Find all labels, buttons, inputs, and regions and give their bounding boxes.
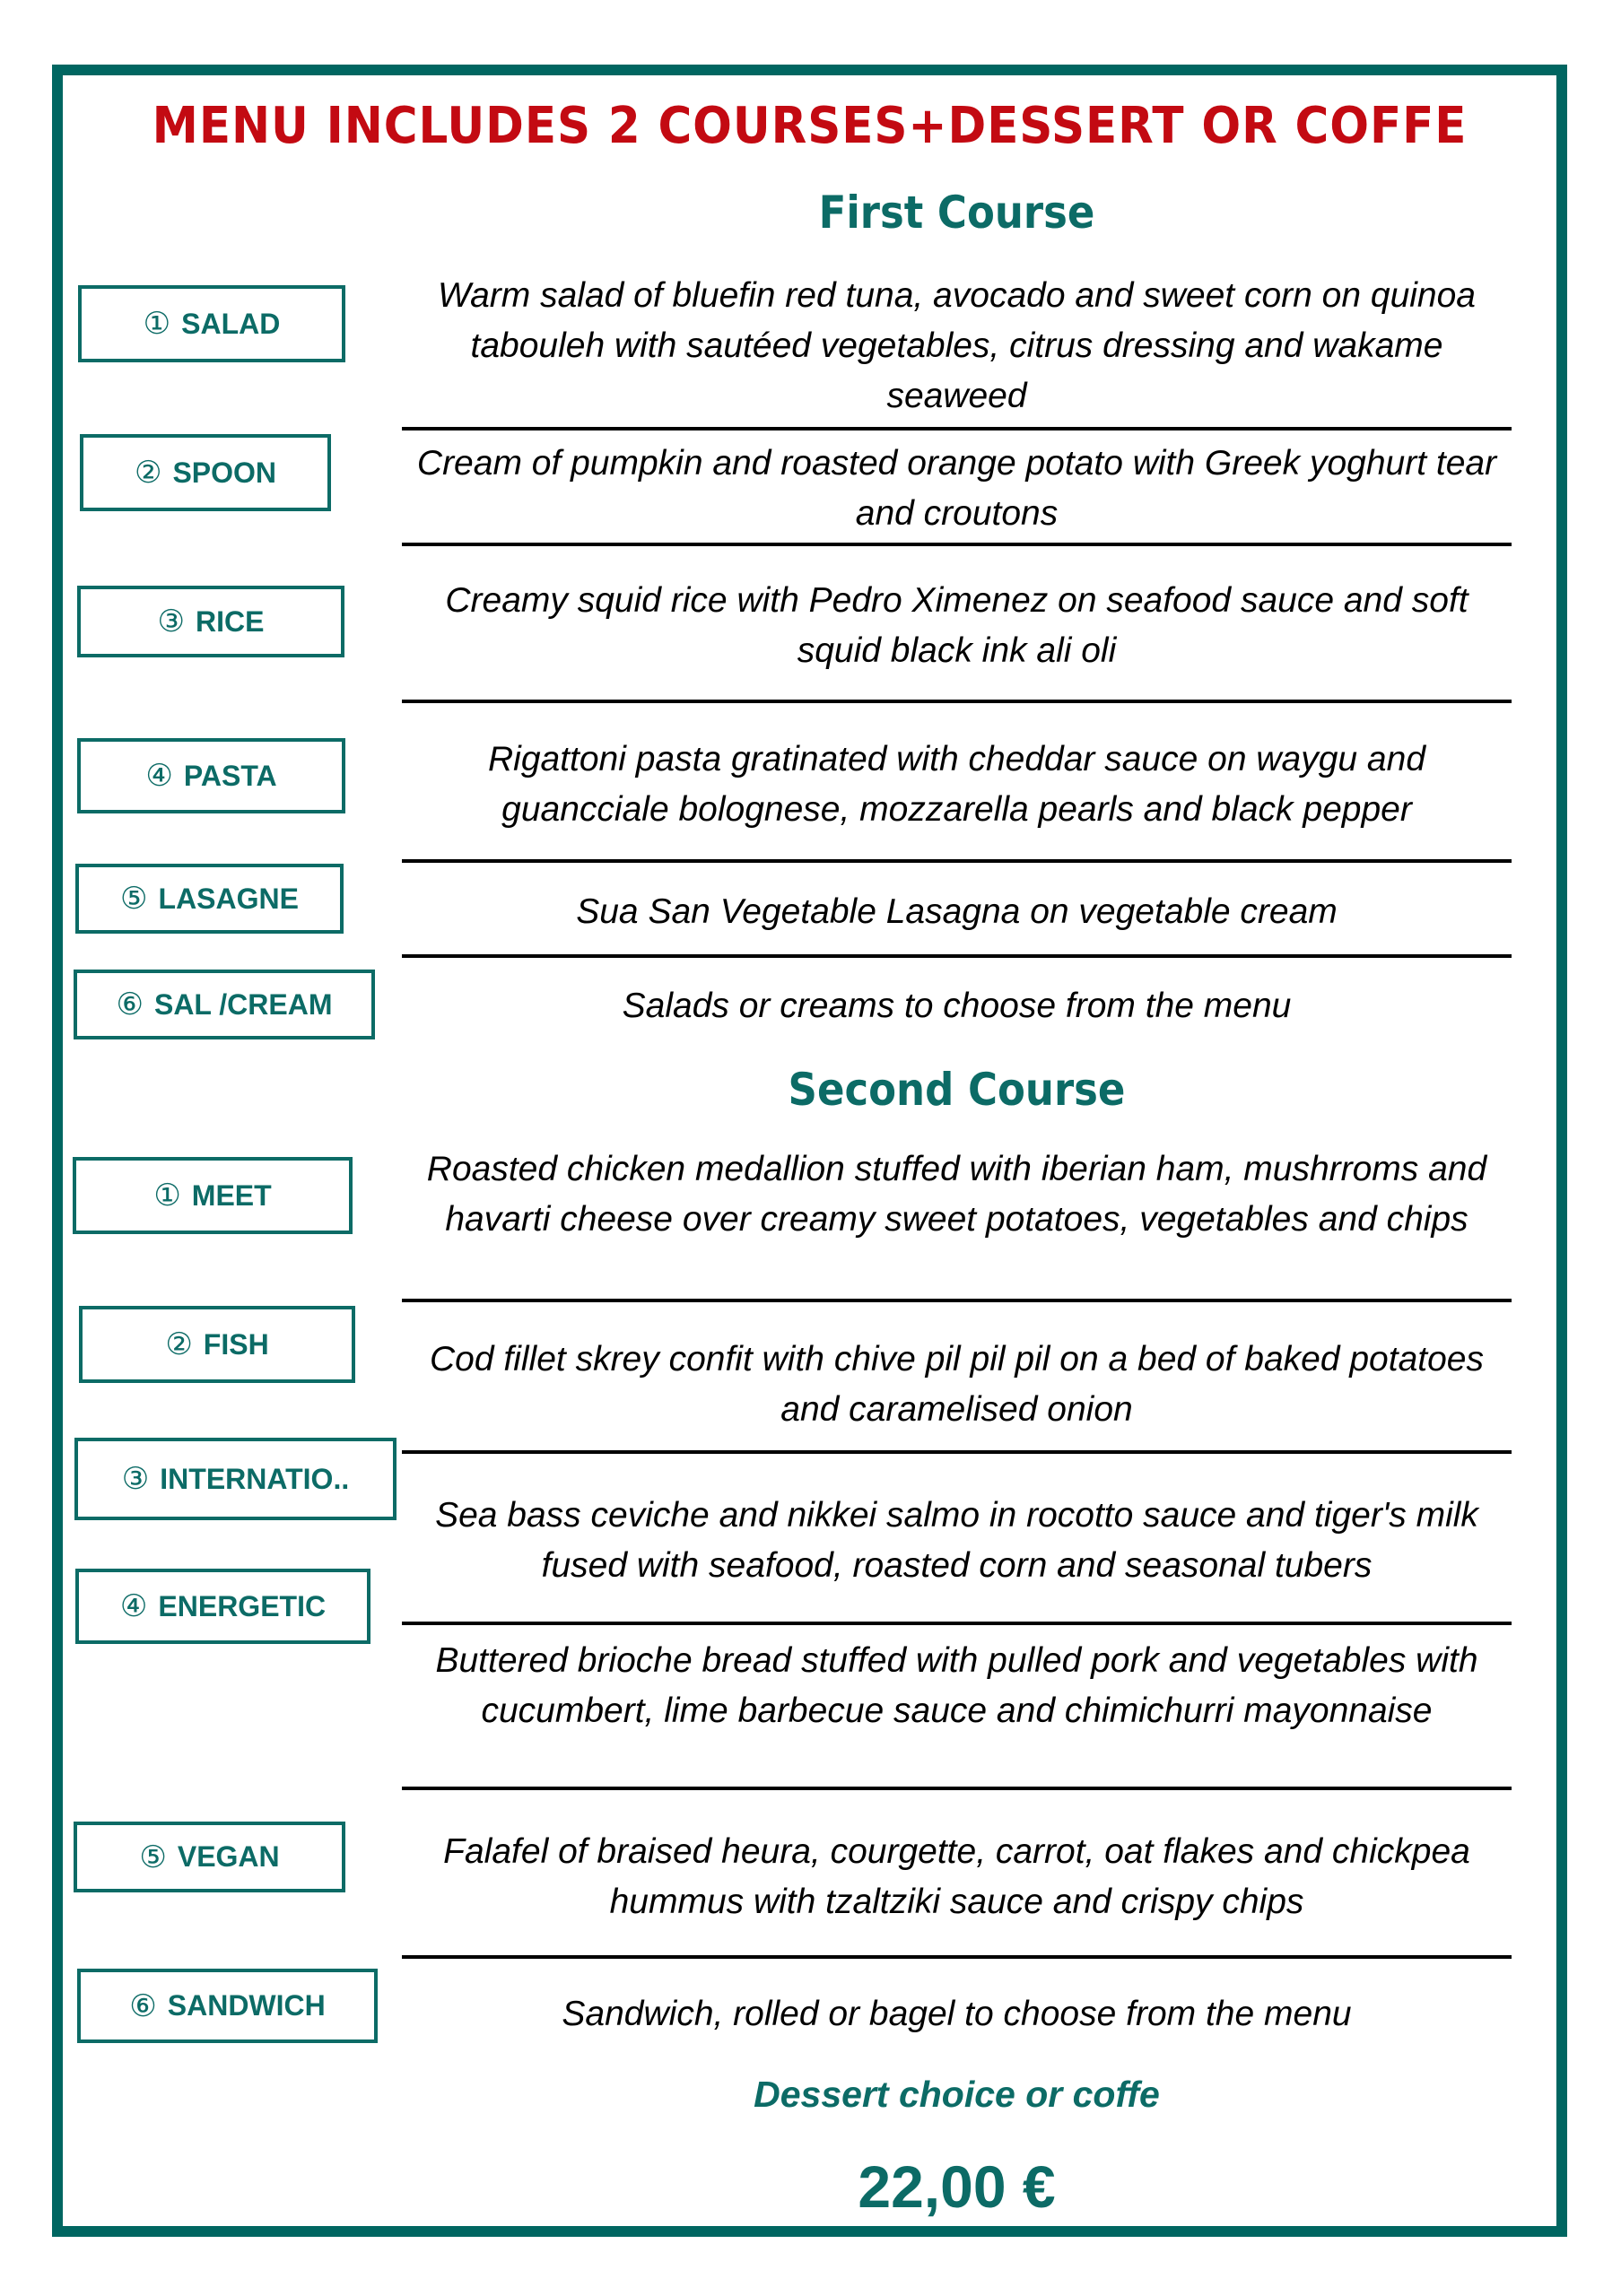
second-course-desc-international: Sea bass ceviche and nikkei salmo in rocotto sauce and tiger's milk fused with seafood, roasted corn and seasonal tubers: [435, 1496, 1478, 1585]
label-text: ENERGETIC: [158, 1589, 327, 1622]
first-course-label-pasta: [77, 738, 345, 813]
label-text: LASAGNE: [158, 882, 299, 915]
label-text: RICE: [196, 604, 265, 638]
number-1-icon: ①: [143, 307, 171, 341]
divider: [402, 1450, 1512, 1454]
divider: [402, 700, 1512, 703]
second-course-heading: Second Course: [788, 1064, 1126, 1116]
second-course-desc-energetic: Buttered brioche bread stuffed with pulled pork and vegetables with cucumbert, lime barbecue sauce and chimichurri mayonnaise: [435, 1641, 1478, 1730]
number-1-icon: ①: [153, 1178, 181, 1213]
label-text: SANDWICH: [167, 1989, 326, 2022]
label-text: PASTA: [183, 759, 277, 792]
second-course-desc-meet: Roasted chicken medallion stuffed with iberian ham, mushrroms and havarti cheese over creamy sweet potatoes, vegetables and chips: [426, 1150, 1487, 1239]
label-text: INTERNATIO..: [160, 1462, 350, 1495]
second-course-desc-vegan: Falafel of braised heura, courgette, carrot, oat flakes and chickpea hummus with tzaltziki sauce and crispy chips: [443, 1832, 1470, 1921]
label-text: SPOON: [172, 456, 277, 489]
second-course-desc-sandwich: Sandwich, rolled or bagel to choose from the menu: [562, 1995, 1352, 2033]
second-course-label-sandwich: [77, 1969, 378, 2043]
second-course-label-international: [74, 1438, 397, 1520]
first-course-label-spoon: [80, 434, 331, 511]
first-course-desc-spoon: Cream of pumpkin and roasted orange potato with Greek yoghurt tear and croutons: [416, 444, 1497, 533]
dessert-note: Dessert choice or coffe: [754, 2074, 1160, 2115]
number-2-icon: ②: [165, 1327, 193, 1361]
first-course-label-salad: [78, 285, 345, 362]
divider: [402, 859, 1512, 863]
first-course-desc-sal-cream: Salads or creams to choose from the menu: [622, 987, 1292, 1025]
number-4-icon: ④: [119, 1589, 148, 1623]
divider: [402, 427, 1512, 430]
divider: [402, 954, 1512, 958]
menu-price: 22,00 €: [858, 2153, 1056, 2220]
second-course-label-vegan: [74, 1822, 345, 1892]
second-course-label-fish: [79, 1306, 355, 1383]
number-3-icon: ③: [121, 1462, 150, 1496]
label-text: MEET: [191, 1178, 272, 1212]
first-course-label-lasagne: [75, 864, 344, 934]
number-2-icon: ②: [134, 456, 162, 490]
number-6-icon: ⑥: [129, 1988, 157, 2023]
menu-title: MENU INCLUDES 2 COURSES+DESSERT OR COFFE: [152, 97, 1468, 155]
first-course-desc-pasta: Rigattoni pasta gratinated with cheddar sauce on waygu and guancciale bolognese, mozzarella pearls and black pepper: [487, 740, 1426, 829]
second-course-desc-fish: Cod fillet skrey confit with chive pil pil pil on a bed of baked potatoes and caramelised onion: [430, 1340, 1484, 1429]
divider: [402, 1955, 1512, 1959]
first-course-desc-rice: Creamy squid rice with Pedro Ximenez on seafood sauce and soft squid black ink ali oli: [445, 581, 1468, 670]
number-6-icon: ⑥: [116, 987, 144, 1022]
label-text: SAL /CREAM: [153, 987, 333, 1021]
first-course-desc-salad: Warm salad of bluefin red tuna, avocado and sweet corn on quinoa tabouleh with sautéed vegetables, citrus dressing and wakame seaweed: [437, 276, 1476, 415]
divider: [402, 1299, 1512, 1302]
label-text: VEGAN: [177, 1840, 280, 1873]
number-5-icon: ⑤: [120, 882, 148, 916]
number-3-icon: ③: [157, 604, 186, 639]
divider: [402, 1787, 1512, 1790]
number-4-icon: ④: [145, 759, 173, 793]
first-course-label-sal-cream: [74, 970, 375, 1039]
divider: [402, 543, 1512, 546]
label-text: SALAD: [181, 307, 281, 340]
divider: [402, 1622, 1512, 1625]
second-course-label-meet: [73, 1157, 353, 1234]
second-course-label-energetic: [75, 1569, 370, 1644]
first-course-heading: First Course: [818, 187, 1095, 239]
label-text: FISH: [203, 1327, 269, 1361]
number-5-icon: ⑤: [139, 1839, 167, 1874]
first-course-label-rice: [77, 586, 344, 657]
first-course-desc-lasagne: Sua San Vegetable Lasagna on vegetable cream: [576, 892, 1338, 931]
